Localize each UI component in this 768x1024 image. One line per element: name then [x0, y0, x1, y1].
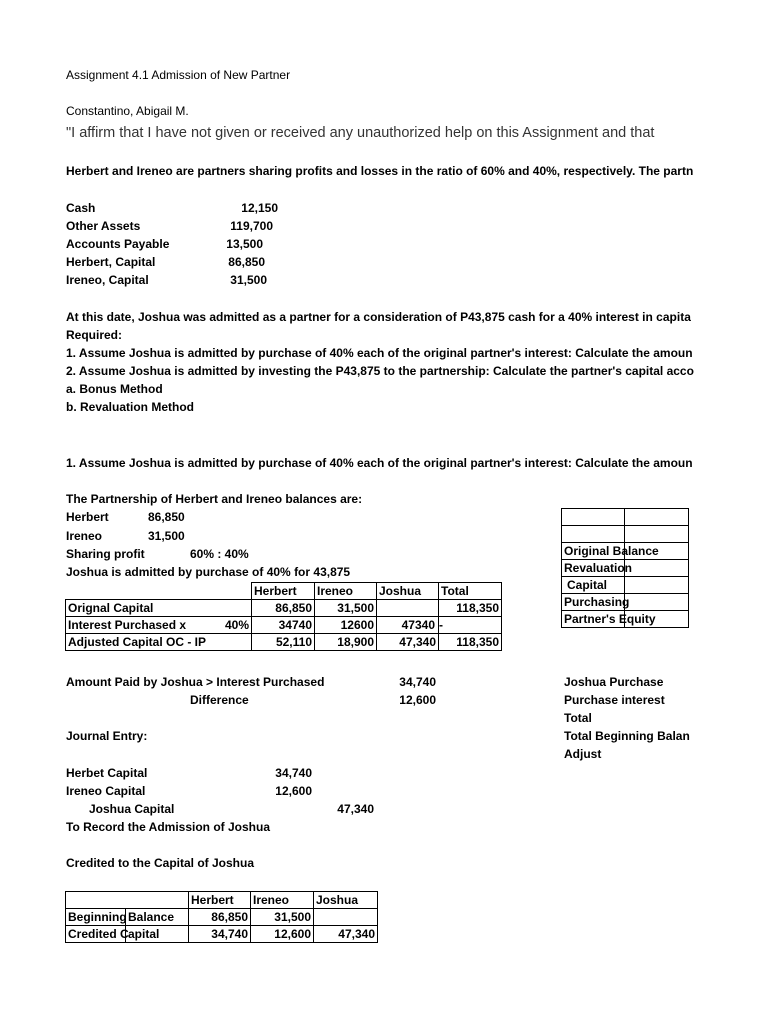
table-row [562, 577, 689, 594]
assignment-title: Assignment 4.1 Admission of New Partner [66, 68, 291, 82]
row-label-part: Beginning [66, 909, 126, 926]
note-line: Purchase interest [564, 693, 665, 707]
column-header: Ireneo [315, 583, 377, 600]
balance-value: 86,850 [228, 255, 265, 269]
note-line: Total [564, 711, 592, 725]
table-header-row [66, 583, 502, 600]
journal-debit: 12,600 [275, 784, 312, 798]
cell-ireneo: 31,500 [315, 600, 377, 617]
balance-value: 119,700 [230, 219, 273, 233]
column-header: Total [439, 583, 502, 600]
column-header: Herbert [252, 583, 315, 600]
cell-herbert: 34740 [252, 617, 315, 634]
column-header: Joshua [314, 892, 378, 909]
admission-note: Joshua is admitted by purchase of 40% for 43,875 [66, 565, 351, 579]
requirement-1: 1. Assume Joshua is admitted by purchase of 40% each of the original partner's interest: Calculate the amoun [66, 346, 693, 360]
capital-purchase-table [65, 582, 502, 651]
affirmation-statement: "I affirm that I have not given or received any unauthorized help on this Assignment and that [66, 125, 655, 141]
sharing-label: Sharing profit [66, 547, 145, 561]
journal-account: Ireneo Capital [66, 784, 146, 798]
row-label-part: Balance [126, 909, 189, 926]
cell-ireneo: 31,500 [251, 909, 314, 926]
column-header: Ireneo [251, 892, 314, 909]
cell-herbert: 52,110 [252, 634, 315, 651]
balance-value: 12,150 [241, 201, 278, 215]
cell-joshua [377, 600, 439, 617]
table-row [66, 909, 378, 926]
cell-dash: - [439, 618, 443, 632]
journal-label: Journal Entry: [66, 729, 148, 743]
balance-label: Other Assets [66, 219, 141, 233]
note-line: Adjust [564, 747, 602, 761]
table-row [562, 526, 689, 543]
table-row [66, 617, 502, 634]
revaluation-summary-table [561, 508, 689, 628]
required-label: Required: [66, 328, 123, 342]
requirement-2: 2. Assume Joshua is admitted by investing the P43,875 to the partnership: Calculate the partner's capital acco [66, 364, 694, 378]
amount-paid-label: Amount Paid by Joshua > Interest Purchased [66, 675, 325, 689]
difference-value: 12,600 [399, 693, 436, 707]
table-header-row [66, 892, 378, 909]
row-label: Orignal Capital [66, 600, 209, 617]
ireneo-label: Ireneo [66, 529, 103, 543]
sharing-ratio: 60% : 40% [190, 547, 249, 561]
balance-label: Ireneo, Capital [66, 273, 149, 287]
row-label: Revaluation [562, 560, 625, 577]
credited-heading: Credited to the Capital of Joshua [66, 856, 255, 870]
row-percent: 40% [209, 617, 252, 634]
journal-account: Herbet Capital [66, 766, 148, 780]
requirement-2b: b. Revaluation Method [66, 400, 195, 414]
cell-joshua [377, 617, 443, 634]
cell-herbert: 86,850 [189, 909, 251, 926]
row-label-part: apital [126, 926, 189, 943]
table-row [562, 594, 689, 611]
cell-ireneo: 18,900 [315, 634, 377, 651]
cell-total [439, 617, 502, 634]
herbert-value: 86,850 [148, 510, 185, 524]
table-row [66, 634, 502, 651]
requirement-2a: a. Bonus Method [66, 382, 163, 396]
solution-heading: 1. Assume Joshua is admitted by purchase of 40% each of the original partner's interest: Calculate the amoun [66, 456, 693, 470]
journal-memo: To Record the Admission of Joshua [66, 820, 271, 834]
balance-label: Herbert, Capital [66, 255, 156, 269]
cell-herbert: 86,850 [252, 600, 315, 617]
journal-debit: 34,740 [275, 766, 312, 780]
cell-herbert: 34,740 [189, 926, 251, 943]
balance-value: 13,500 [226, 237, 263, 251]
balances-heading: The Partnership of Herbert and Ireneo balances are: [66, 492, 363, 506]
balance-label: Cash [66, 201, 96, 215]
cell-total: 118,350 [439, 600, 502, 617]
row-label-part: Credited C [66, 926, 126, 943]
amount-paid-value: 34,740 [399, 675, 436, 689]
table-row [562, 543, 689, 560]
note-line: Total Beginning Balan [564, 729, 690, 743]
row-label: Interest Purchased x [66, 617, 209, 634]
cell-total: 118,350 [439, 634, 502, 651]
journal-account: Joshua Capital [89, 802, 175, 816]
admission-statement: At this date, Joshua was admitted as a partner for a consideration of P43,875 cash for a 40% interest in capita [66, 310, 691, 324]
column-header: Herbert [189, 892, 251, 909]
cell-joshua: 47,340 [377, 634, 439, 651]
column-header: Joshua [377, 583, 439, 600]
row-label: Adjusted Capital OC - IP [66, 634, 209, 651]
row-percent [209, 634, 252, 651]
student-name: Constantino, Abigail M. [66, 104, 189, 118]
cell-joshua-value: 47340 [401, 618, 435, 632]
difference-label: Difference [190, 693, 249, 707]
row-label: Partner's Equity [562, 611, 625, 628]
note-line: Joshua Purchase [564, 675, 664, 689]
table-row [562, 560, 689, 577]
balance-value: 31,500 [230, 273, 267, 287]
balance-label: Accounts Payable [66, 237, 170, 251]
cell-joshua [314, 909, 378, 926]
table-row [562, 611, 689, 628]
row-label: Original Balance [562, 543, 625, 560]
problem-intro: Herbert and Ireneo are partners sharing profits and losses in the ratio of 60% and 40%, respectively. The partn [66, 164, 694, 178]
credited-capital-table [65, 891, 378, 943]
cell-ireneo: 12600 [315, 617, 377, 634]
row-label: Purchasing [562, 594, 625, 611]
table-row [562, 509, 689, 526]
herbert-label: Herbert [66, 510, 109, 524]
ireneo-value: 31,500 [148, 529, 185, 543]
row-percent [209, 600, 252, 617]
journal-credit: 47,340 [337, 802, 374, 816]
row-label: Capital [562, 577, 625, 594]
cell-joshua: 47,340 [314, 926, 378, 943]
cell-ireneo: 12,600 [251, 926, 314, 943]
table-row [66, 926, 378, 943]
table-row [66, 600, 502, 617]
